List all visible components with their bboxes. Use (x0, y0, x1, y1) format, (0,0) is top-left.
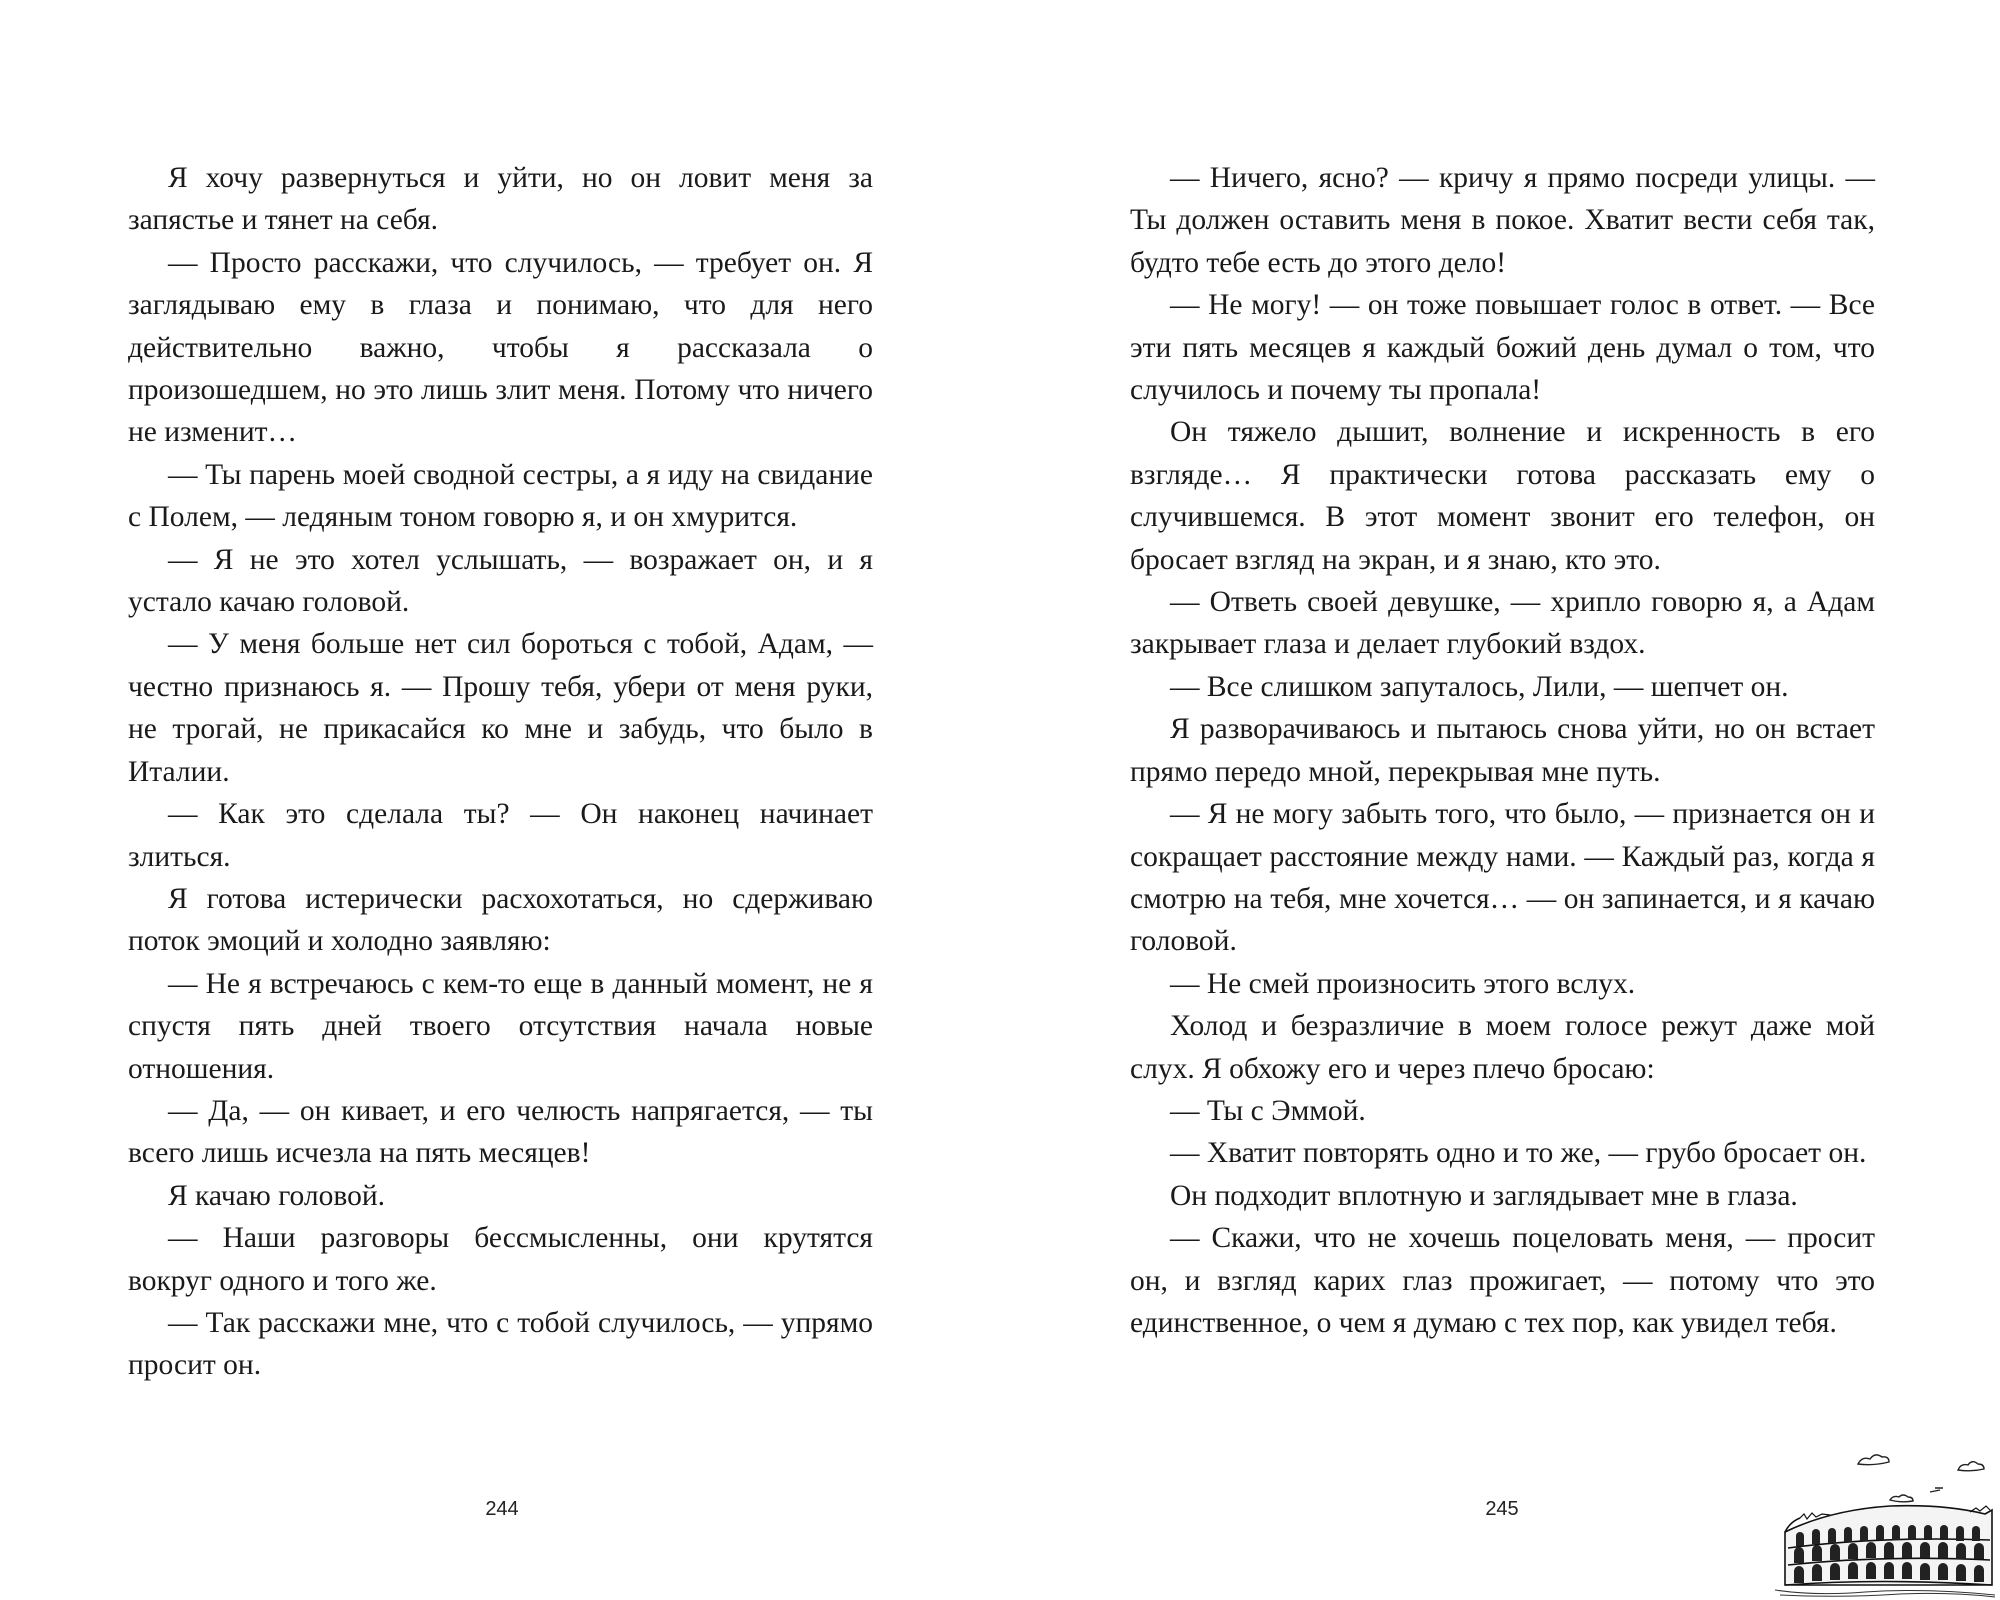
paragraph: Он тяжело дышит, волнение и искренность в его взгляде… Я практически готова рассказать ему о случившемся. В этот момент звонит его телефон, он бросает взгляд на экран, и я знаю, кто это. (1130, 416, 1875, 576)
left-page-text (128, 157, 873, 1387)
paragraph: — Не могу! — он тоже повышает голос в ответ. — Все эти пять месяцев я каждый божий день думал о том, что случилось и почему ты пропала! (1130, 289, 1875, 407)
paragraph: — Я не могу забыть того, что было, — признается он и сокращает расстояние между нами. — Каждый раз, когда я смотрю на тебя, мне хочется… — он запинается, и я качаю головой. (1130, 798, 1875, 958)
paragraph: — Как это сделала ты? — Он наконец начинает злиться. (128, 798, 873, 873)
paragraph: Я разворачиваюсь и пытаюсь снова уйти, но он встает прямо передо мной, перекрывая мне путь. (1130, 713, 1875, 788)
paragraph: — Да, — он кивает, и его челюсть напрягается, — ты всего лишь исчезла на пять месяцев! (128, 1094, 873, 1170)
paragraph: — Не я встречаюсь с кем-то еще в данный момент, не я спустя пять дней твоего отсутствия начала новые отношения. (128, 967, 873, 1085)
paragraph: — Не смей произносить этого вслух. (1170, 967, 1636, 1000)
paragraph: — Ничего, ясно? — кричу я прямо посреди улицы. — Ты должен оставить меня в покое. Хватит вести себя так, будто тебе есть до этого дело! (1130, 162, 1875, 279)
right-page (1000, 0, 2000, 1600)
paragraph: — У меня больше нет сил бороться с тобой, Адам, — честно признаюсь я. — Прошу тебя, убери от меня руки, не трогай, не прикасайся ко мне и забудь, что было в Италии. (128, 628, 873, 788)
page-number-left: 244 (485, 1498, 519, 1520)
paragraph: Я готова истерически расхохотаться, но сдерживаю поток эмоций и холодно заявляю: (128, 882, 873, 958)
paragraph: — Хватит повторять одно и то же, — грубо бросает он. (1170, 1137, 1867, 1170)
paragraph: Я хочу развернуться и уйти, но он ловит меня за запястье и тянет на себя. (128, 162, 873, 237)
paragraph: — Наши разговоры бессмысленны, они крутятся вокруг одного и того же. (128, 1222, 873, 1297)
right-page-text (1130, 157, 1875, 1344)
paragraph: — Ты парень моей сводной сестры, а я иду на свидание с Полем, — ледяным тоном говорю я, и он хмурится. (128, 458, 873, 534)
paragraph: — Так расскажи мне, что с тобой случилось, — упрямо просит он. (128, 1306, 873, 1382)
paragraph: — Ответь своей девушке, — хрипло говорю я, а Адам закрывает глаза и делает глубокий вздох. (1130, 586, 1875, 661)
paragraph: — Просто расскажи, что случилось, — требует он. Я заглядываю ему в глаза и понимаю, что для него действительно важно, чтобы я рассказала о произошедшем, но это лишь злит меня. Потому что ничего не изменит… (128, 246, 873, 449)
paragraph: — Скажи, что не хочешь поцеловать меня, — просит он, и взгляд карих глаз прожигает, — потому что это единственное, о чем я думаю с тех пор, как увидел тебя. (1130, 1222, 1875, 1339)
paragraph: — Я не это хотел услышать, — возражает он, и я устало качаю головой. (128, 543, 873, 619)
paragraph: — Ты с Эммой. (1170, 1094, 1366, 1127)
paragraph: Холод и безразличие в моем голосе режут даже мой слух. Я обхожу его и через плечо бросаю: (1130, 1010, 1875, 1085)
page-number-right: 245 (1485, 1498, 1519, 1520)
paragraph: Я качаю головой. (168, 1179, 386, 1212)
paragraph: — Все слишком запуталось, Лили, — шепчет он. (1170, 670, 1789, 703)
paragraph: Он подходит вплотную и заглядывает мне в глаза. (1170, 1179, 1798, 1212)
colosseum-sketch-icon (1770, 1440, 2000, 1600)
